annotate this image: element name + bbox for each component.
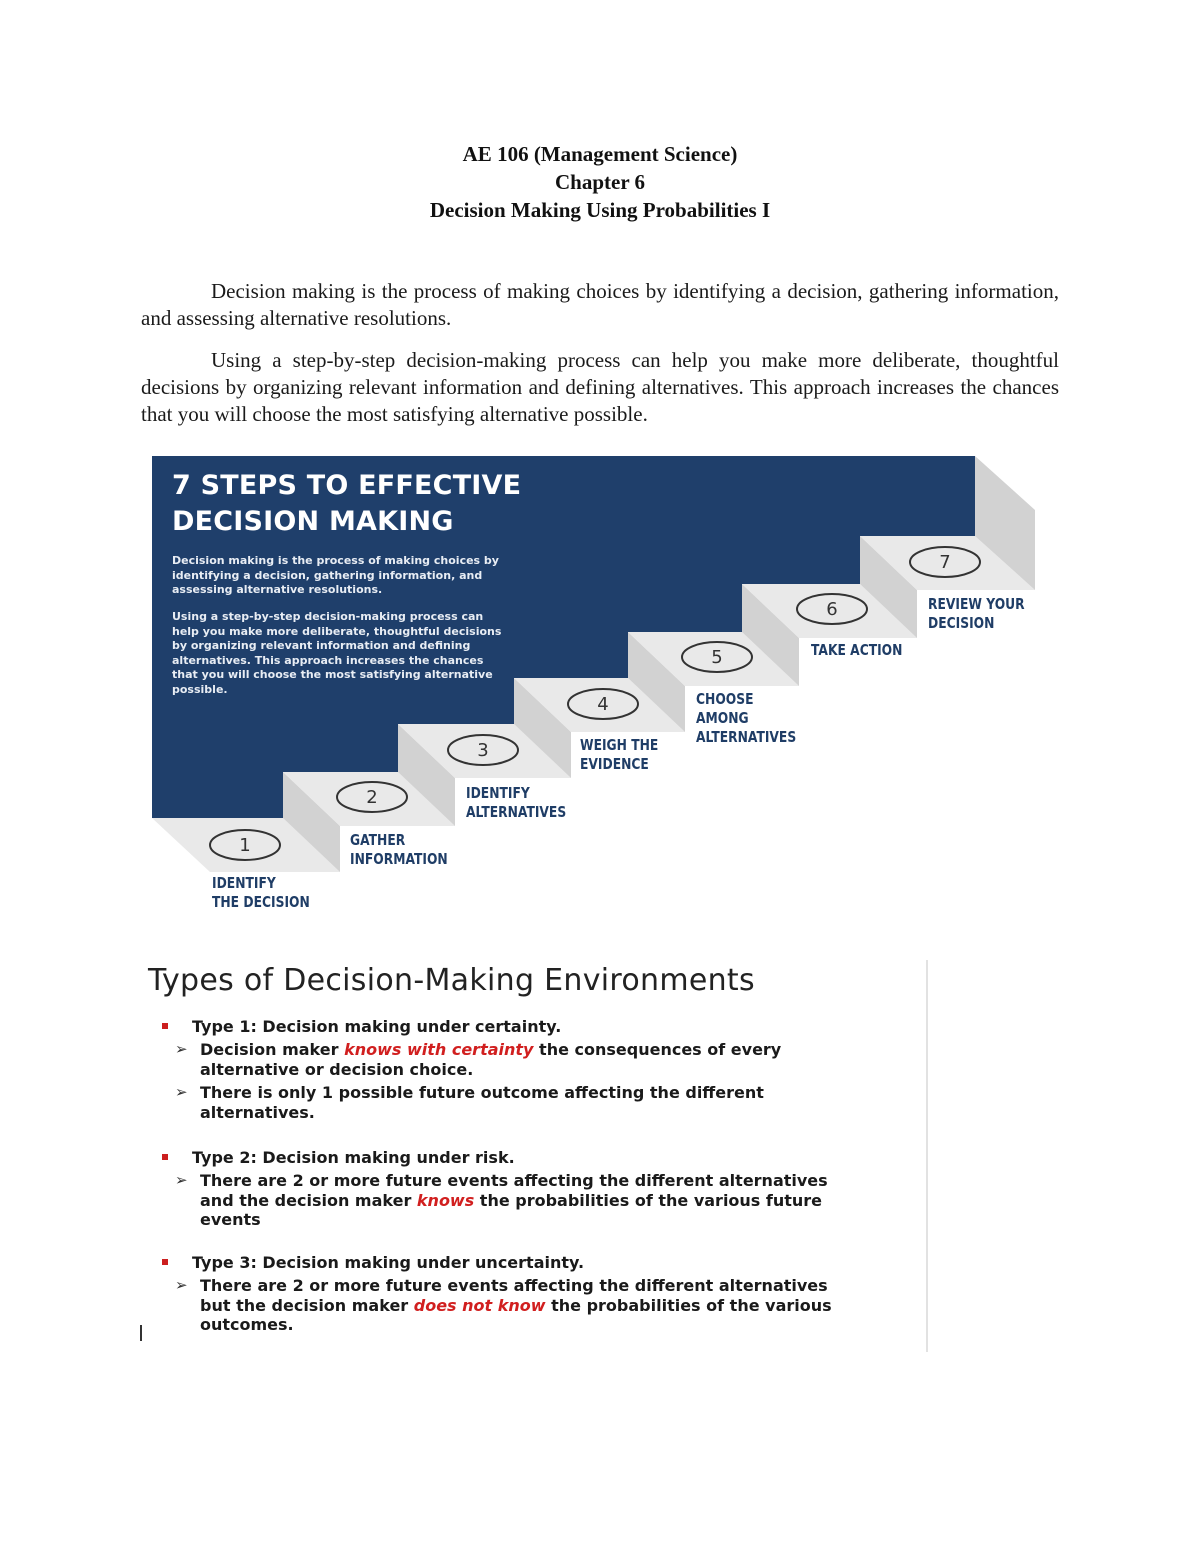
step-3-label-line2: ALTERNATIVES xyxy=(466,803,567,821)
step-3-label-line1: IDENTIFY xyxy=(466,784,530,802)
type-3-point-1-b: the probabilities of the various outcomes. xyxy=(200,1295,832,1334)
step-4-label xyxy=(580,736,658,774)
type-1-label: Type 1: Decision making under certainty. xyxy=(192,1017,562,1036)
step-2-label-line2: INFORMATION xyxy=(350,850,448,868)
step-4-number: 4 xyxy=(597,694,609,715)
step-4-label-line2: EVIDENCE xyxy=(580,755,649,773)
type-1-point-1 xyxy=(175,1040,840,1079)
type-2-point-1-emphasis: knows xyxy=(416,1190,475,1210)
infographic-text-1: Decision making is the process of making choices by identifying a decision, gathering information, and assessing alternative resolutions. xyxy=(172,554,499,596)
step-5-label-line1: CHOOSE xyxy=(696,690,754,708)
infographic-title xyxy=(172,468,592,540)
step-1-label xyxy=(212,874,310,912)
step-6-number: 6 xyxy=(826,599,838,620)
step-6-label xyxy=(811,641,902,660)
chapter-title: Chapter 6 xyxy=(554,170,646,194)
step-4-label-line1: WEIGH THE xyxy=(580,736,659,754)
step-5-label-line3: ALTERNATIVES xyxy=(696,728,797,746)
step-2-label xyxy=(350,831,448,869)
step-1-label-line1: IDENTIFY xyxy=(212,874,276,892)
red-square-bullet xyxy=(162,1023,168,1029)
type-3-point-1-a: There are 2 or more future events affecting the different alternatives but the decision maker xyxy=(200,1276,828,1315)
type-2-label: Type 2: Decision making under risk. xyxy=(192,1148,515,1167)
paragraph-definition-text: Decision making is the process of making choices by identifying a decision, gathering information, and assessing alternative resolutions. xyxy=(141,279,1059,330)
step-7-label xyxy=(928,595,1025,633)
step-1-number: 1 xyxy=(239,835,251,856)
type-1-point-1-a: Decision maker xyxy=(200,1040,345,1059)
type-1-point-2-text: There is only 1 possible future outcome affecting the different alternatives. xyxy=(200,1083,764,1122)
infographic-text-2: Using a step-by-step decision-making process can help you make more deliberate, thoughtful decisions by organizing relevant information and defining alternatives. This approach increases the chances that you will choose the most satisfying alternative possible. xyxy=(172,610,502,696)
step-5-label-line2: AMONG xyxy=(696,709,749,727)
seven-steps-infographic xyxy=(150,454,1045,924)
step-6-label-line1: TAKE ACTION xyxy=(811,641,903,659)
step-5-number: 5 xyxy=(711,647,723,668)
type-2-heading xyxy=(162,1148,515,1167)
topic-title: Decision Making Using Probabilities I xyxy=(429,198,771,222)
red-square-bullet xyxy=(162,1154,168,1160)
step-7-label-line1: REVIEW YOUR xyxy=(928,595,1025,613)
type-2-point-1-a: There are 2 or more future events affecting the different alternatives and the decision maker xyxy=(200,1171,828,1210)
type-1-point-1-b: the consequences of every alternative or decision choice. xyxy=(200,1040,782,1079)
type-3-heading xyxy=(162,1253,584,1272)
course-title: AE 106 (Management Science) xyxy=(462,142,738,166)
type-1-point-1-emphasis: knows with certainty xyxy=(344,1040,534,1059)
paragraph-process-text: Using a step-by-step decision-making process can help you make more deliberate, thoughtful decisions by organizing relevant information and defining alternatives. This approach increases the chances that you will choose the most satisfying alternative possible. xyxy=(141,348,1059,426)
step-1-label-line2: THE DECISION xyxy=(212,893,310,911)
type-3-point-1-emphasis: does not know xyxy=(413,1295,546,1315)
step-3-number: 3 xyxy=(477,740,489,761)
title-block xyxy=(0,140,1200,224)
type-3-label: Type 3: Decision making under uncertainty. xyxy=(192,1253,585,1272)
margin-mark xyxy=(140,1325,142,1341)
environments-slide xyxy=(140,955,930,1355)
infographic-title-line1: 7 STEPS TO EFFECTIVE xyxy=(172,470,522,501)
paragraph-definition xyxy=(141,278,1059,332)
step-7-number: 7 xyxy=(939,552,951,573)
type-1-heading xyxy=(162,1017,561,1036)
environments-title: Types of Decision-Making Environments xyxy=(148,963,755,998)
step-3-label xyxy=(466,784,566,822)
type-2-point-1 xyxy=(175,1171,840,1230)
arrow-bullet-icon: ➢ xyxy=(175,1171,188,1189)
arrow-bullet-icon: ➢ xyxy=(175,1040,188,1058)
type-2-point-1-b: the probabilities of the various future events xyxy=(200,1190,823,1229)
step-5-label xyxy=(696,690,796,747)
red-square-bullet xyxy=(162,1259,168,1265)
arrow-bullet-icon: ➢ xyxy=(175,1276,188,1294)
step-2-label-line1: GATHER xyxy=(350,831,406,849)
type-3-point-1 xyxy=(175,1276,840,1335)
step-2-number: 2 xyxy=(366,787,378,808)
step-7-label-line2: DECISION xyxy=(928,614,995,632)
arrow-bullet-icon: ➢ xyxy=(175,1083,188,1101)
infographic-title-line2: DECISION MAKING xyxy=(172,506,454,537)
type-1-point-2 xyxy=(175,1083,840,1122)
paragraph-process xyxy=(141,347,1059,428)
